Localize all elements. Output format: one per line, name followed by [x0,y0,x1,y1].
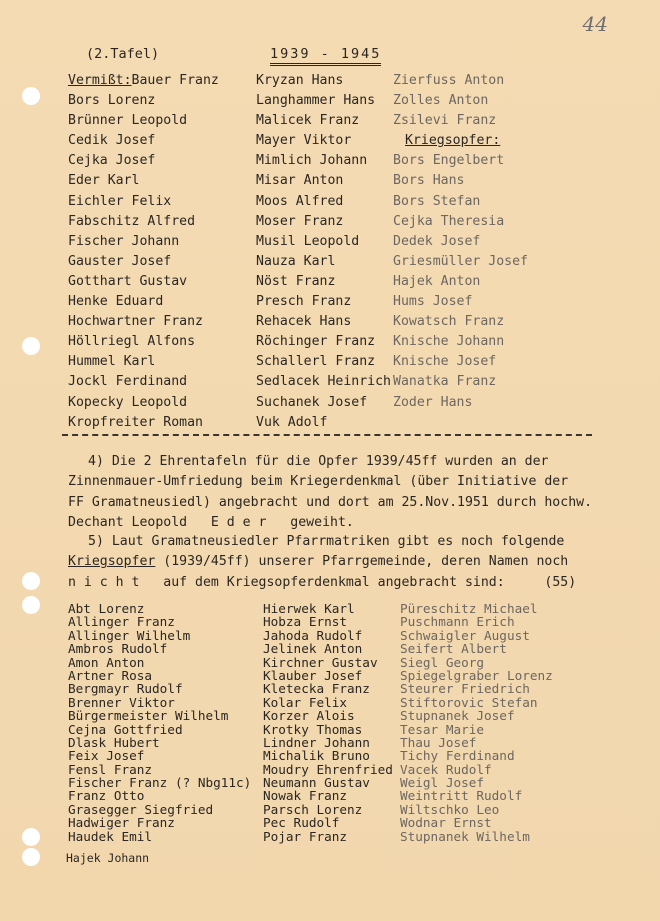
tafel-name: Kriegsopfer: [405,133,501,149]
tafel-name: Bors Hans [393,173,465,189]
victim-name: Wodnar Ernst [400,815,492,831]
tafel-header [68,46,608,68]
victim-name: Allinger Franz [68,614,175,630]
victim-name: Allinger Wilhelm [68,627,191,643]
victim-name: Bürgermeister Wilhelm [68,708,229,724]
victims-column-1 [68,602,251,843]
tafel-name: Gauster Josef [68,253,172,269]
punch-hole [22,337,40,355]
victim-name: Weintritt Rudolf [400,788,523,804]
tafel-name: Nauza Karl [256,253,336,269]
para5-line3-text: n i c h t auf dem Kriegsopferdenkmal angebracht sind: [68,574,505,590]
victim-name: Kirchner Gustav [263,654,378,670]
tafel-name: Höllriegl Alfons [68,334,196,350]
tafel-name: Moos Alfred [256,193,344,209]
page-number: 44 [582,12,608,36]
victim-name: Kletecka Franz [263,681,370,697]
victim-name: Spiegelgraber Lorenz [400,667,553,683]
victim-name: Püreschitz Michael [400,601,538,616]
victim-name: Dlask Hubert [68,734,160,750]
victim-name: Moudry Ehrenfried [263,761,393,777]
tafel-name: Bors Lorenz [68,93,156,109]
victim-name: Fischer Franz (? Nbg11c) [68,775,252,791]
para5-line-rest: (1939/45ff) unserer Pfarrgemeinde, deren Namen noch [155,554,569,570]
kriegsopfer-underlined: Kriegsopfer [68,554,156,570]
tafel-name: Knische Josef [393,354,497,370]
victim-name: Cejna Gottfried [68,721,183,737]
victim-name: Franz Otto [68,788,145,804]
victim-name: Stupnanek Wilhelm [400,828,530,844]
tafel-name: Hochwartner Franz [68,314,203,330]
para5-line [68,573,588,593]
victim-name: Ambros Rudolf [68,641,168,657]
vermisst-name: Bauer Franz [131,73,219,88]
tafel-name: Mimlich Johann [256,153,368,169]
paragraph-5 [68,532,588,593]
victim-name: Hierwek Karl [263,601,355,616]
victim-name: Puschmann Erich [400,614,515,630]
victim-name: Abt Lorenz [68,601,145,616]
tafel-name: Cedik Josef [68,133,156,149]
tafel-name: Cejka Theresia [393,213,505,229]
tafel-name: Rehacek Hans [256,314,352,330]
tafel-name: Brünner Leopold [68,113,188,129]
tafel-name: Presch Franz [256,294,352,310]
tafel-column-1 [68,71,219,433]
victim-name: Jelinek Anton [263,641,363,657]
punch-hole [22,848,40,866]
victim-name: Parsch Lorenz [263,801,363,817]
victim-name: Pojar Franz [263,828,348,844]
punch-hole [22,87,40,105]
victim-name: Siegl Georg [400,654,485,670]
tafel-name: Knische Johann [393,334,505,350]
tafel-name: Röchinger Franz [256,334,376,350]
tafel-name: Nöst Franz [256,273,336,289]
tafel-name: Wanatka Franz [393,374,497,390]
victims-column-3 [400,602,553,843]
tafel-name: Bors Engelbert [393,153,505,169]
victim-name: Fensl Franz [68,761,153,777]
para5-line [68,552,588,572]
victim-name: Grasegger Siegfried [68,801,214,817]
victim-name: Schwaigler August [400,627,530,643]
victim-name: Stiftorovic Stefan [400,694,538,710]
tafel-name: Hums Josef [393,294,473,310]
tafel-name: Musil Leopold [256,233,360,249]
para4-line: Zinnenmauer-Umfriedung beim Kriegerdenkmal (über Initiative der [68,474,569,490]
victim-name: Seifert Albert [400,641,507,657]
victim-name: Tichy Ferdinand [400,748,515,764]
tafel-name: Henke Eduard [68,294,164,310]
tafel-name: Zierfuss Anton [393,73,505,88]
tafel-column-2 [256,71,391,433]
tafel-name: Cejka Josef [68,153,156,169]
tafel-name: Kryzan Hans [256,73,344,88]
para4-line: Dechant Leopold E d e r geweiht. [68,515,354,531]
vermisst-label: Vermißt: [68,73,132,88]
tafel-name: Eder Karl [68,173,140,189]
victim-name: Amon Anton [68,654,145,670]
tafel-name: Fabschitz Alfred [68,213,196,229]
victim-name: Artner Rosa [68,667,153,683]
tafel-name: Sedlacek Heinrich [256,374,391,390]
paragraph-4 [68,452,593,534]
tafel-label: (2.Tafel) [86,46,160,62]
tafel-name: Jockl Ferdinand [68,374,188,390]
tafel-name: Griesmüller Josef [393,253,528,269]
victim-name: Thau Josef [400,734,477,750]
tafel-name: Gotthart Gustav [68,273,188,289]
tafel-name: Kowatsch Franz [393,314,505,330]
tafel-name: Hummel Karl [68,354,156,370]
tafel-column-3 [393,71,528,413]
victim-name: Jahoda Rudolf [263,627,363,643]
tafel-name: Schallerl Franz [256,354,376,370]
victim-name: Stupnanek Josef [400,708,515,724]
tafel-name: Malicek Franz [256,113,360,129]
victim-name: Nowak Franz [263,788,348,804]
tafel-name [68,71,219,91]
tafel-name: Zsilevi Franz [393,113,497,129]
victim-name: Vacek Rudolf [400,761,492,777]
victim-name: Korzer Alois [263,708,355,724]
tafel-name: Zoder Hans [393,394,473,410]
victim-name: Kolar Felix [263,694,348,710]
para4-line: 4) Die 2 Ehrentafeln für die Opfer 1939/45ff wurden an der [88,454,549,469]
tafel-name: Zolles Anton [393,93,489,109]
victim-name: Hobza Ernst [263,614,348,630]
tafel-name: Dedek Josef [393,233,481,249]
victim-name: Michalik Bruno [263,748,370,764]
tafel-name: Moser Franz [256,213,344,229]
extra-entry: Hajek Johann [66,851,150,865]
punch-hole [22,572,40,590]
victim-name: Krotky Thomas [263,721,363,737]
tafel-name: Suchanek Josef [256,394,368,410]
victim-name: Weigl Josef [400,775,485,791]
tafel-name: Bors Stefan [393,193,481,209]
victim-name: Bergmayr Rudolf [68,681,183,697]
dashed-separator [62,434,592,436]
victim-name: Wiltschko Leo [400,801,500,817]
punch-hole [22,596,40,614]
victims-column-2 [263,602,393,843]
victim-count: (55) [544,574,577,590]
punch-hole [22,828,40,846]
years-heading: 1939 - 1945 [270,46,381,66]
victim-name: Steurer Friedrich [400,681,530,697]
para4-line: FF Gramatneusiedl) angebracht und dort am 25.Nov.1951 durch hochw. [68,494,593,510]
tafel-name: Hajek Anton [393,273,481,289]
para5-line: 5) Laut Gramatneusiedler Pfarrmatriken gibt es noch folgende [88,534,565,549]
tafel-name: Eichler Felix [68,193,172,209]
victim-name: Feix Josef [68,748,145,764]
victim-name: Brenner Viktor [68,694,175,710]
tafel-name: Kopecky Leopold [68,394,188,410]
victim-name: Lindner Johann [263,734,370,750]
victim-name: Tesar Marie [400,721,485,737]
tafel-name: Vuk Adolf [256,414,328,430]
victim-name: Haudek Emil [68,828,153,844]
tafel-name: Langhammer Hans [256,93,376,109]
victim-name: Pec Rudolf [263,815,340,831]
victim-name: Hadwiger Franz [68,815,175,831]
victim-name: Neumann Gustav [263,775,370,791]
victim-name: Klauber Josef [263,667,363,683]
tafel-name: Kropfreiter Roman [68,414,203,430]
tafel-name: Misar Anton [256,173,344,189]
tafel-name: Mayer Viktor [256,133,352,149]
tafel-name: Fischer Johann [68,233,180,249]
